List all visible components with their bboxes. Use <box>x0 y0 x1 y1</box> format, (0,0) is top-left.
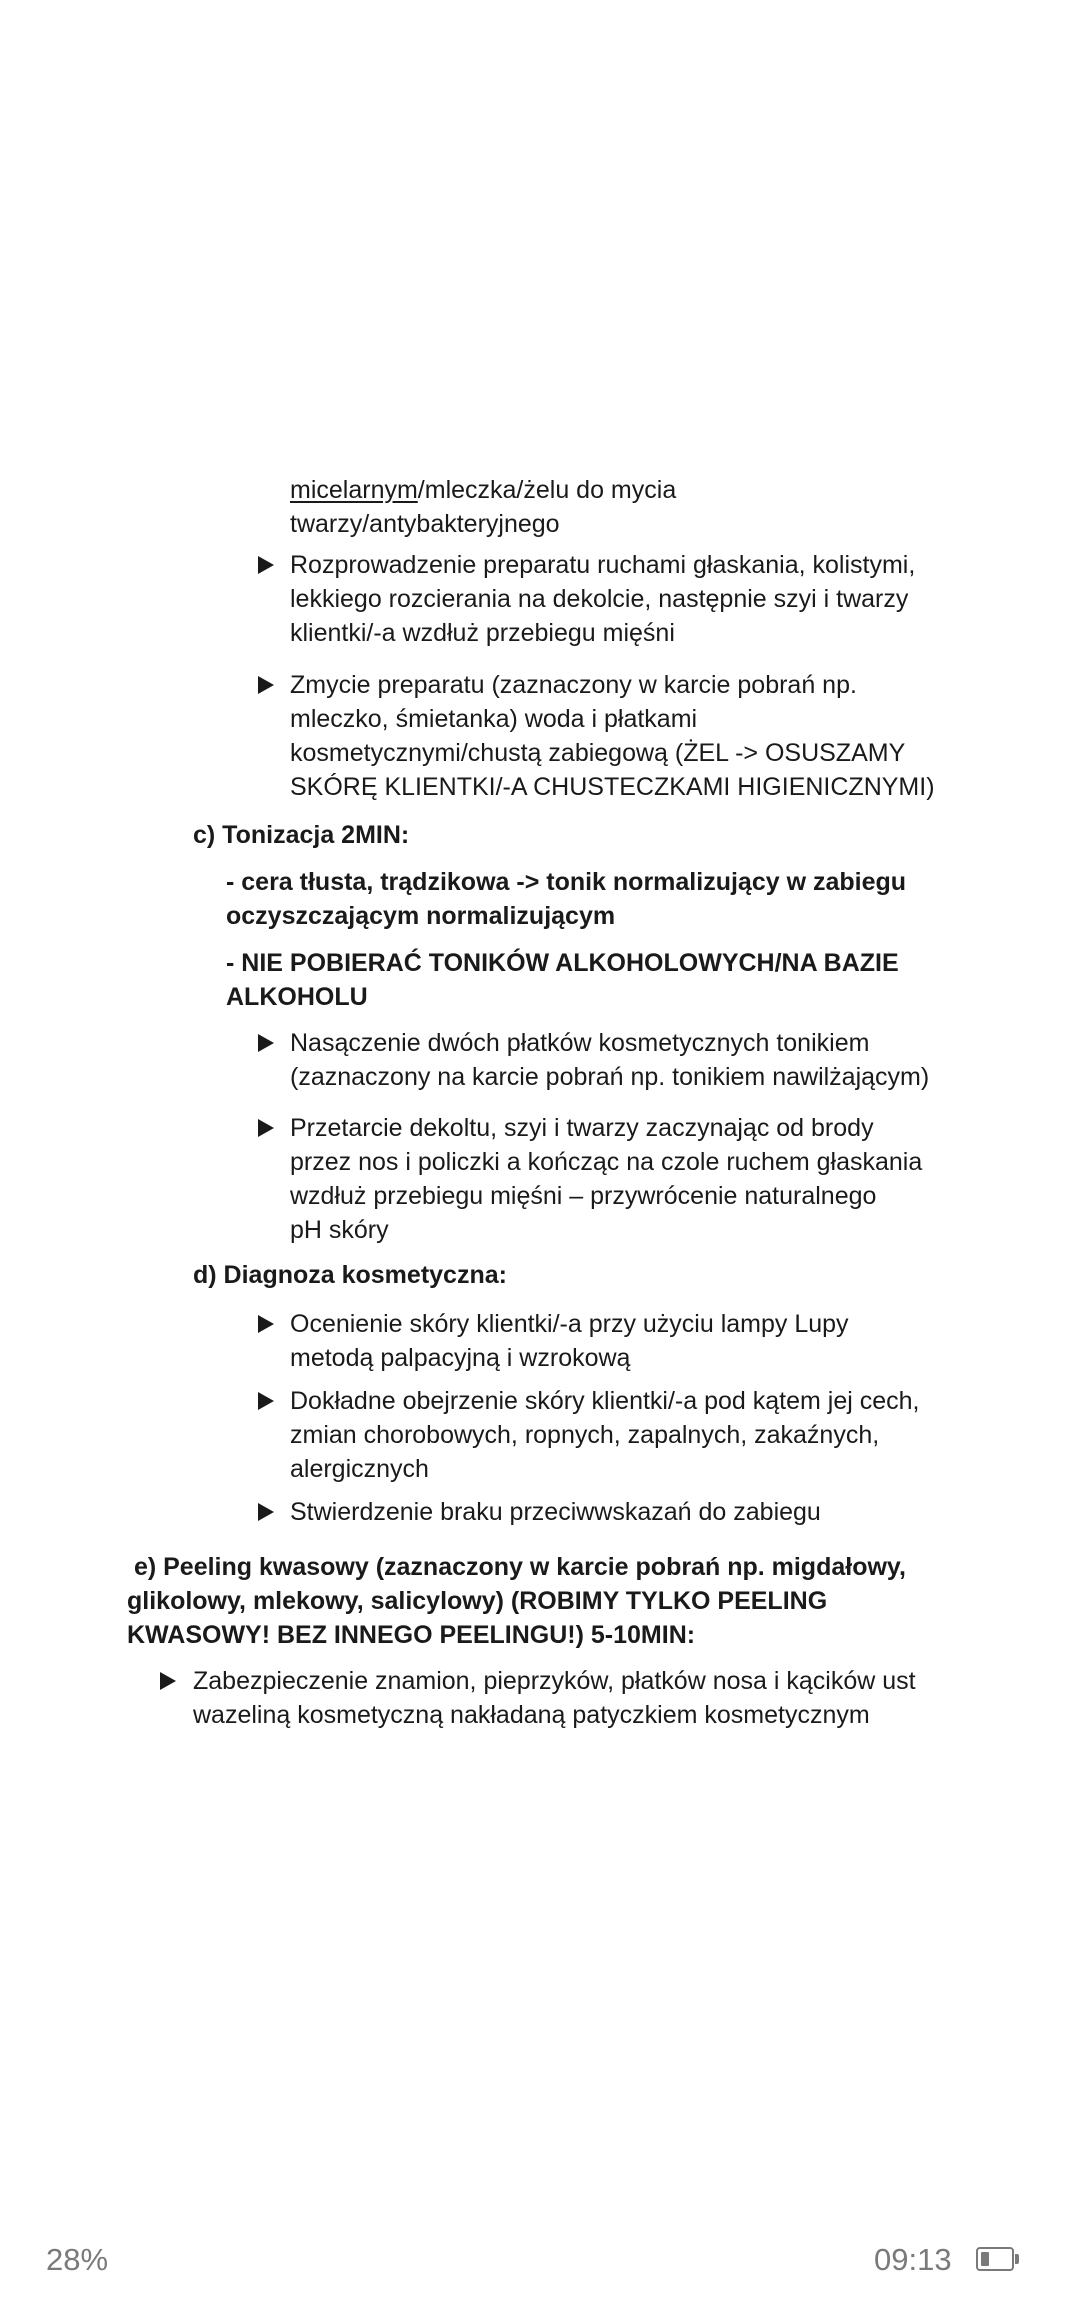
text-fragment: /mleczka/żelu do mycia <box>417 476 677 504</box>
text-line: Zabezpieczenie znamion, pieprzyków, płatków nosa i kącików ust <box>193 1667 916 1695</box>
text-line: zmian chorobowych, ropnych, zapalnych, zakaźnych, <box>290 1421 880 1449</box>
text-line: wzdłuż przebiegu mięśni – przywrócenie naturalnego <box>290 1182 877 1210</box>
arrow-bullet-icon <box>258 676 274 694</box>
arrow-bullet-icon <box>258 1392 274 1410</box>
arrow-bullet-icon <box>160 1672 176 1690</box>
text-line: Dokładne obejrzenie skóry klientki/-a pod kątem jej cech, <box>290 1387 920 1415</box>
battery-tip <box>1015 2254 1019 2264</box>
note-no-alcohol-toner <box>226 946 899 1014</box>
continuation-text <box>290 473 676 541</box>
section-heading-d: d) Diagnoza kosmetyczna: <box>193 1261 507 1289</box>
reading-progress: 28% <box>46 2242 109 2277</box>
text-line: pH skóry <box>290 1216 389 1244</box>
text-line: ALKOHOLU <box>226 983 368 1011</box>
text-line: przez nos i policzki a kończąc na czole ruchem głaskania <box>290 1148 923 1176</box>
text-line: metodą palpacyjną i wzrokową <box>290 1344 631 1372</box>
bullet-item <box>290 1495 821 1529</box>
note-oily-skin <box>226 865 906 933</box>
text-line <box>290 473 676 507</box>
text-line: lekkiego rozcierania na dekolcie, następnie szyi i twarzy <box>290 585 909 613</box>
arrow-bullet-icon <box>258 1315 274 1333</box>
text-line: Nasączenie dwóch płatków kosmetycznych tonikiem <box>290 1029 870 1057</box>
bullet-item <box>290 548 915 650</box>
text-line: KWASOWY! BEZ INNEGO PEELINGU!) 5-10MIN: <box>127 1621 696 1649</box>
text-line: mleczko, śmietanka) woda i płatkami <box>290 705 698 733</box>
text-line: e) Peeling kwasowy (zaznaczony w karcie pobrań np. migdałowy, <box>127 1553 906 1581</box>
text-line: oczyszczającym normalizującym <box>226 902 616 930</box>
text-line: Przetarcie dekoltu, szyi i twarzy zaczynając od brody <box>290 1114 874 1142</box>
text-line: alergicznych <box>290 1455 429 1483</box>
section-heading-e <box>127 1550 906 1652</box>
text-line: - cera tłusta, trądzikowa -> tonik normalizujący w zabiegu <box>226 868 907 896</box>
text-line: SKÓRĘ KLIENTKI/-A CHUSTECZKAMI HIGIENICZNYMI) <box>290 773 935 801</box>
underlined-word: micelarnym <box>290 476 418 504</box>
text-line: (zaznaczony na karcie pobrań np. tonikiem nawilżającym) <box>290 1063 930 1091</box>
text-line: glikolowy, mlekowy, salicylowy) (ROBIMY TYLKO PEELING <box>127 1587 828 1615</box>
arrow-bullet-icon <box>258 1034 274 1052</box>
arrow-bullet-icon <box>258 1503 274 1521</box>
text-line: kosmetycznymi/chustą zabiegową (ŻEL -> OSUSZAMY <box>290 739 906 767</box>
bullet-item <box>193 1664 916 1732</box>
section-heading-c: c) Tonizacja 2MIN: <box>193 821 410 849</box>
bullet-item <box>290 1384 919 1486</box>
bullet-item <box>290 668 935 804</box>
text-line: - NIE POBIERAĆ TONIKÓW ALKOHOLOWYCH/NA BAZIE <box>226 949 899 977</box>
bullet-item <box>290 1026 929 1094</box>
text-line: twarzy/antybakteryjnego <box>290 510 560 538</box>
text-line: Rozprowadzenie preparatu ruchami głaskania, kolistymi, <box>290 551 916 579</box>
text-line: Stwierdzenie braku przeciwwskazań do zabiegu <box>290 1498 821 1526</box>
battery-level <box>981 2252 989 2266</box>
text-line: wazeliną kosmetyczną nakładaną patyczkiem kosmetycznym <box>193 1701 870 1729</box>
text-line: Zmycie preparatu (zaznaczony w karcie pobrań np. <box>290 671 857 699</box>
battery-icon <box>976 2247 1014 2271</box>
arrow-bullet-icon <box>258 556 274 574</box>
text-line: klientki/-a wzdłuż przebiegu mięśni <box>290 619 675 647</box>
bullet-item <box>290 1307 849 1375</box>
bullet-item <box>290 1111 922 1247</box>
text-line: Ocenienie skóry klientki/-a przy użyciu lampy Lupy <box>290 1310 849 1338</box>
clock-time: 09:13 <box>874 2242 952 2277</box>
arrow-bullet-icon <box>258 1119 274 1137</box>
